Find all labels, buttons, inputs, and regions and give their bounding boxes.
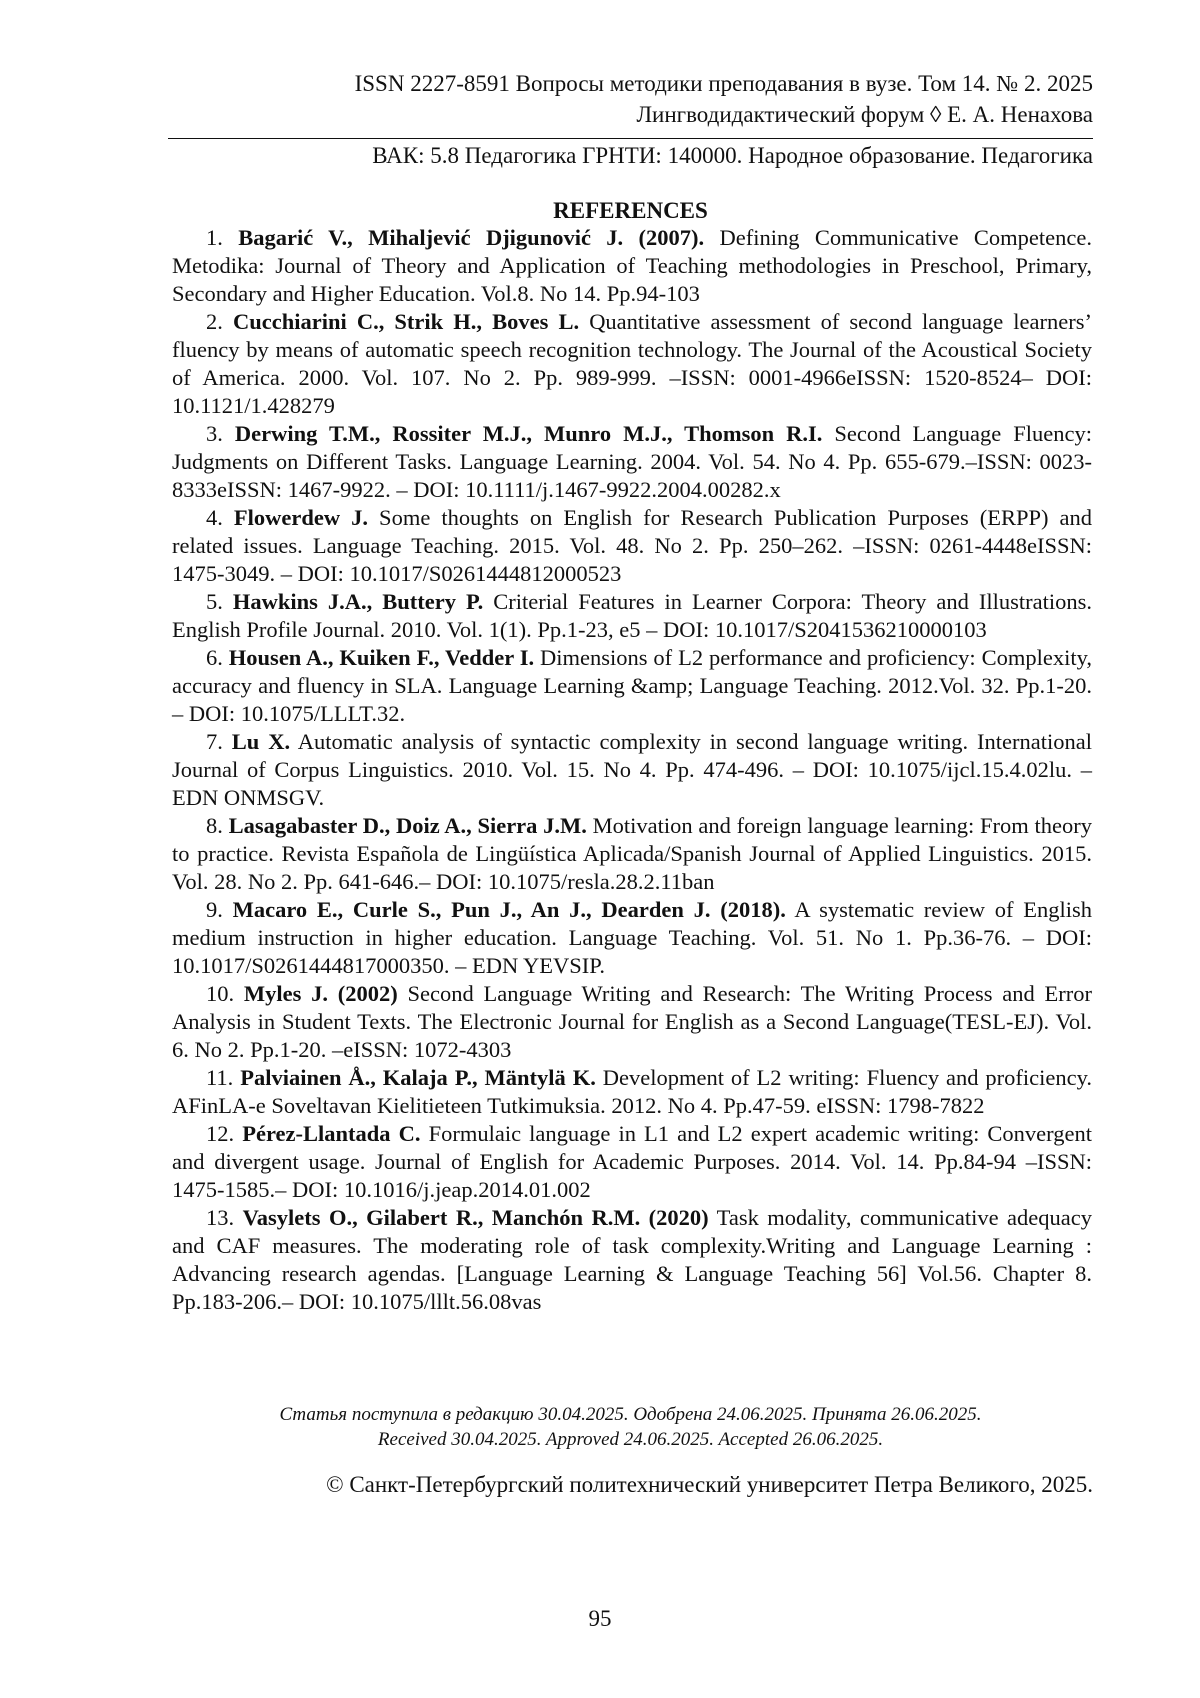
- reference-item: [172, 1064, 1092, 1120]
- reference-number: 12.: [206, 1121, 235, 1146]
- reference-text: Second Language Writing and Research: The Writing Process and Error Analysis in Student Texts. The Electronic Journal for English as a Second Language(TESL-EJ). Vol. 6. No 2. Pp.1-20. –eISSN: 1072-4303: [172, 981, 1093, 1062]
- reference-number: 4.: [206, 505, 223, 530]
- reference-number: 1.: [206, 225, 223, 250]
- reference-text: Automatic analysis of syntactic complexity in second language writing. International Journal of Corpus Linguistics. 2010. Vol. 15. No 4. Pp. 474-496. – DOI: 10.1075/ijcl.15.4.02lu. – EDN ONMSGV.: [172, 729, 1092, 810]
- reference-item: [172, 588, 1092, 644]
- reference-item: [172, 812, 1092, 896]
- reference-item: [172, 728, 1092, 812]
- reference-authors: Housen A., Kuiken F., Vedder I.: [228, 645, 535, 670]
- reference-item: [172, 644, 1092, 728]
- reference-authors: Macaro E., Curle S., Pun J., An J., Dearden J. (2018).: [232, 897, 786, 922]
- references-heading: REFERENCES: [553, 198, 708, 223]
- article-dates: [168, 1402, 1093, 1452]
- reference-number: 9.: [206, 897, 223, 922]
- running-header: [168, 68, 1093, 130]
- reference-item: [172, 504, 1092, 588]
- reference-text: Quantitative assessment of second language learners’ fluency by means of automatic speech recognition technology. The Journal of the Acoustical Society of America. 2000. Vol. 107. No 2. Pp. 989-999. –ISSN: 0001-4966eISSN: 1520-8524– DOI: 10.1121/1.428279: [172, 309, 1092, 418]
- reference-number: 3.: [206, 421, 223, 446]
- reference-item: [172, 980, 1092, 1064]
- reference-authors: Lu X.: [231, 729, 291, 754]
- dates-russian: Статья поступила в редакцию 30.04.2025. Одобрена 24.06.2025. Принята 26.06.2025.: [279, 1404, 982, 1425]
- reference-authors: Cucchiarini C., Strik H., Boves L.: [232, 309, 580, 334]
- classification-line: ВАК: 5.8 Педагогика ГРНТИ: 140000. Народное образование. Педагогика: [372, 143, 1093, 168]
- reference-item: [172, 1204, 1092, 1316]
- reference-text: Task modality, communicative adequacy and CAF measures. The moderating role of task complexity.Writing and Language Learning : Advancing research agendas. [Language Learning & Language Teaching 56] Vol.56. Chapter 8. Pp.183-206.– DOI: 10.1075/lllt.56.08vas: [172, 1205, 1092, 1314]
- reference-authors: Hawkins J.A., Buttery P.: [232, 589, 484, 614]
- page-number: 95: [588, 1606, 612, 1631]
- reference-authors: Vasylets O., Gilabert R., Manchón R.M. (2020): [242, 1205, 709, 1230]
- copyright-notice: © Санкт-Петербургский политехнический университет Петра Великого, 2025.: [326, 1472, 1093, 1497]
- reference-number: 5.: [206, 589, 223, 614]
- reference-number: 10.: [206, 981, 235, 1006]
- reference-authors: Lasagabaster D., Doiz A., Sierra J.M.: [228, 813, 587, 838]
- reference-number: 13.: [206, 1205, 235, 1230]
- reference-text: Formulaic language in L1 and L2 expert academic writing: Convergent and divergent usage. Journal of English for Academic Purposes. 2014. Vol. 14. Pp.84-94 –ISSN: 1475-1585.– DOI: 10.1016/j.jeap.2014.01.002: [172, 1121, 1092, 1202]
- reference-text: Motivation and foreign language learning: From theory to practice. Revista Española de Lingüística Aplicada/Spanish Journal of Applied Linguistics. 2015. Vol. 28. No 2. Pp. 641-646.– DOI: 10.1075/resla.28.2.11ban: [172, 813, 1092, 894]
- reference-authors: Palviainen Å., Kalaja P., Mäntylä K.: [240, 1065, 596, 1090]
- journal-title-line: ISSN 2227-8591 Вопросы методики преподавания в вузе. Том 14. № 2. 2025: [354, 71, 1093, 96]
- reference-text: Development of L2 writing: Fluency and proficiency. AFinLA-e Soveltavan Kielitieteen Tutkimuksia. 2012. No 4. Pp.47-59. eISSN: 1798-7822: [172, 1065, 1093, 1118]
- reference-text: Dimensions of L2 performance and proficiency: Complexity, accuracy and fluency in SLA. Language Learning &amp; Language Teaching. 2012.Vol. 32. Pp.1-20. – DOI: 10.1075/LLLT.32.: [172, 645, 1092, 726]
- reference-authors: Derwing T.M., Rossiter M.J., Munro M.J., Thomson R.I.: [234, 421, 823, 446]
- reference-text: Defining Communicative Competence. Metodika: Journal of Theory and Application of Teaching methodologies in Preschool, Primary, Secondary and Higher Education. Vol.8. No 14. Pp.94-103: [172, 225, 1093, 306]
- reference-authors: Pérez-Llantada C.: [242, 1121, 421, 1146]
- reference-number: 6.: [206, 645, 223, 670]
- dates-english: Received 30.04.2025. Approved 24.06.2025. Accepted 26.06.2025.: [377, 1429, 884, 1450]
- reference-number: 8.: [206, 813, 223, 838]
- reference-number: 11.: [206, 1065, 234, 1090]
- reference-item: [172, 420, 1092, 504]
- references-list: [172, 224, 1092, 1316]
- reference-number: 2.: [206, 309, 223, 334]
- reference-number: 7.: [206, 729, 223, 754]
- reference-text: A systematic review of English medium instruction in higher education. Language Teaching. Vol. 51. No 1. Pp.36-76. – DOI: 10.1017/S0261444817000350. – EDN YEVSIP.: [172, 897, 1092, 978]
- reference-text: Some thoughts on English for Research Publication Purposes (ERPP) and related issues. Language Teaching. 2015. Vol. 48. No 2. Pp. 250–262. –ISSN: 0261-4448eISSN: 1475-3049. – DOI: 10.1017/S0261444812000523: [172, 505, 1093, 586]
- reference-item: [172, 224, 1092, 308]
- reference-text: Criterial Features in Learner Corpora: Theory and Illustrations. English Profile Journal. 2010. Vol. 1(1). Pp.1-23, e5 – DOI: 10.1017/S2041536210000103: [172, 589, 1092, 642]
- reference-authors: Flowerdew J.: [233, 505, 369, 530]
- reference-item: [172, 896, 1092, 980]
- reference-item: [172, 1120, 1092, 1204]
- reference-authors: Bagarić V., Mihaljević Djigunović J. (2007).: [238, 225, 705, 250]
- reference-authors: Myles J. (2002): [243, 981, 398, 1006]
- header-divider: [168, 138, 1093, 139]
- reference-text: Second Language Fluency: Judgments on Different Tasks. Language Learning. 2004. Vol. 54. No 4. Pp. 655-679.–ISSN: 0023-8333eISSN: 1467-9922. – DOI: 10.1111/j.1467-9922.2004.00282.x: [172, 421, 1092, 502]
- reference-item: [172, 308, 1092, 420]
- section-author-line: Лингводидактический форум ◊ Е. А. Ненахова: [636, 102, 1093, 127]
